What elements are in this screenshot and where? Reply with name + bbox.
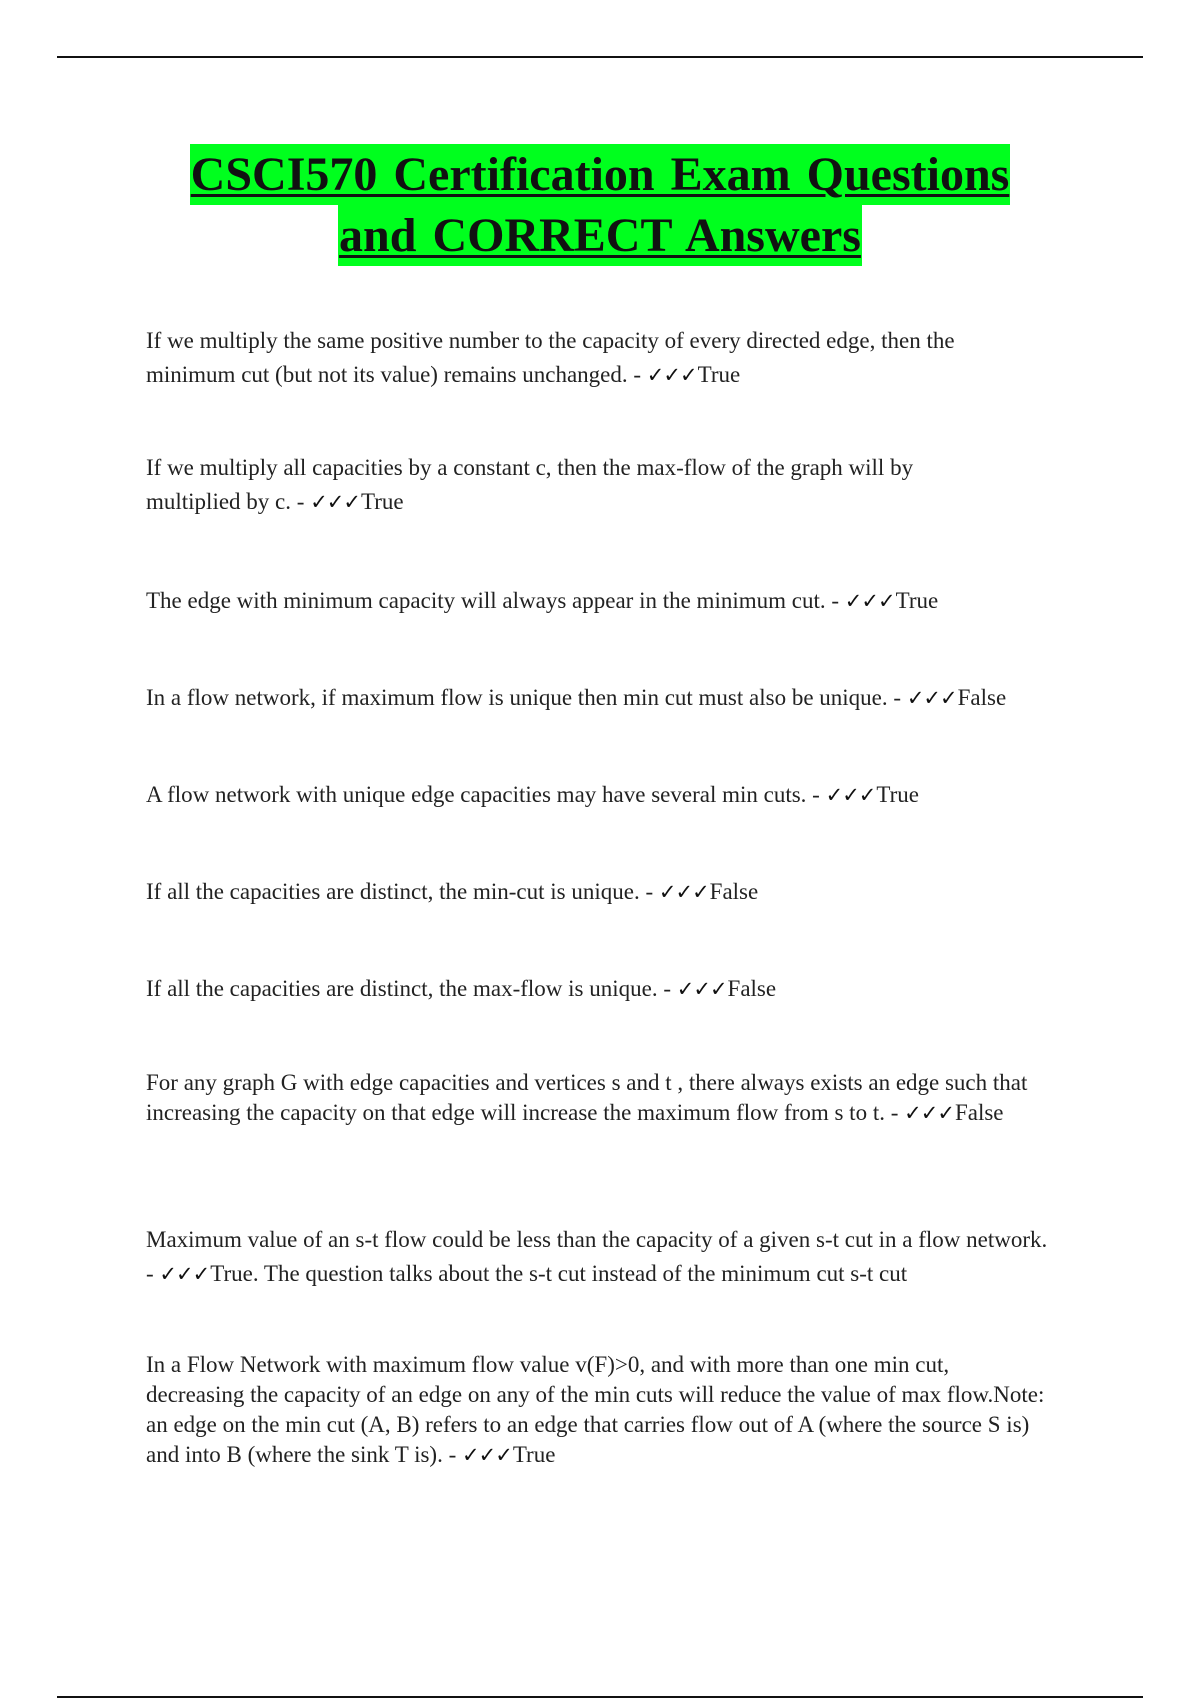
answer <box>297 489 404 514</box>
answer-text: False <box>954 1100 1004 1125</box>
answer-text: True <box>512 1442 556 1467</box>
title-line-1: CSCI570 Certification Exam Questions <box>190 144 1011 205</box>
check-icon: ✓✓✓ <box>646 363 697 387</box>
question-text: In a flow network, if maximum flow is unique then min cut must also be unique. <box>146 685 888 710</box>
question-text: If we multiply the same positive number to the capacity of every directed edge, then the minimum cut (but not its value) remains unchanged. <box>146 328 955 387</box>
separator: - <box>890 1100 899 1125</box>
check-icon: ✓✓✓ <box>844 589 895 613</box>
answer-text: True. The question talks about the s-t cut instead of the minimum cut s-t cut <box>210 1261 908 1286</box>
answer-text: False <box>727 976 777 1001</box>
check-icon: ✓✓✓ <box>676 977 727 1001</box>
answer <box>891 1100 1004 1125</box>
qa-item <box>146 451 966 519</box>
check-icon: ✓✓✓ <box>825 783 876 807</box>
answer-text: True <box>697 362 741 387</box>
qa-item <box>146 1350 1046 1470</box>
answer <box>893 685 1006 710</box>
check-icon: ✓✓✓ <box>658 880 709 904</box>
question-text: If we multiply all capacities by a constant c, then the max-flow of the graph will by multiplied by c. <box>146 455 914 514</box>
qa-item <box>146 1068 1046 1128</box>
separator: - <box>831 588 840 613</box>
check-icon: ✓✓✓ <box>904 1101 954 1125</box>
check-icon: ✓✓✓ <box>310 490 360 514</box>
title-line-2: and CORRECT Answers <box>338 205 862 266</box>
answer-text: True <box>360 489 404 514</box>
answer <box>831 588 938 613</box>
question-text: If all the capacities are distinct, the max-flow is unique. <box>146 976 658 1001</box>
question-text: Maximum value of an s-t flow could be less than the capacity of a given s-t cut in a flow network. <box>146 1227 1048 1252</box>
qa-item <box>146 324 1026 392</box>
answer <box>633 362 740 387</box>
separator: - <box>296 489 305 514</box>
question-text: The edge with minimum capacity will always appear in the minimum cut. <box>146 588 826 613</box>
answer <box>645 879 758 904</box>
check-icon: ✓✓✓ <box>906 686 957 710</box>
bottom-rule <box>57 1696 1143 1698</box>
check-icon: ✓✓✓ <box>159 1262 210 1286</box>
qa-item <box>146 584 1076 618</box>
separator: - <box>633 362 642 387</box>
answer <box>449 1442 556 1467</box>
question-text: A flow network with unique edge capacities may have several min cuts. <box>146 782 807 807</box>
separator: - <box>663 976 671 1001</box>
answer <box>663 976 776 1001</box>
qa-item <box>146 972 1076 1006</box>
separator: - <box>645 879 654 904</box>
answer <box>146 1261 907 1286</box>
question-text: If all the capacities are distinct, the min-cut is unique. <box>146 879 640 904</box>
separator: - <box>893 685 902 710</box>
question-text: In a Flow Network with maximum flow value v(F)>0, and with more than one min cut, decreasing the capacity of an edge on any of the min cuts will reduce the value of max flow.Note: an edge on the min cut (A, B) refers to an edge that carries flow out of A (where the source S is) and into B (where the sink T is). <box>146 1352 1045 1467</box>
qa-item <box>146 681 1146 715</box>
check-icon: ✓✓✓ <box>462 1443 512 1467</box>
question-text: For any graph G with edge capacities and vertices s and t , there always exists an edge such that increasing the capacity on that edge will increase the maximum flow from s to t. <box>146 1070 1028 1125</box>
answer-text: True <box>895 588 939 613</box>
separator: - <box>448 1442 457 1467</box>
qa-item <box>146 778 1076 812</box>
qa-item <box>146 875 1076 909</box>
qa-item <box>146 1223 1096 1291</box>
separator: - <box>812 782 820 807</box>
answer-text: True <box>876 782 919 807</box>
answer-text: False <box>709 879 759 904</box>
answer <box>812 782 919 807</box>
answer-text: False <box>957 685 1007 710</box>
separator: - <box>146 1261 154 1286</box>
